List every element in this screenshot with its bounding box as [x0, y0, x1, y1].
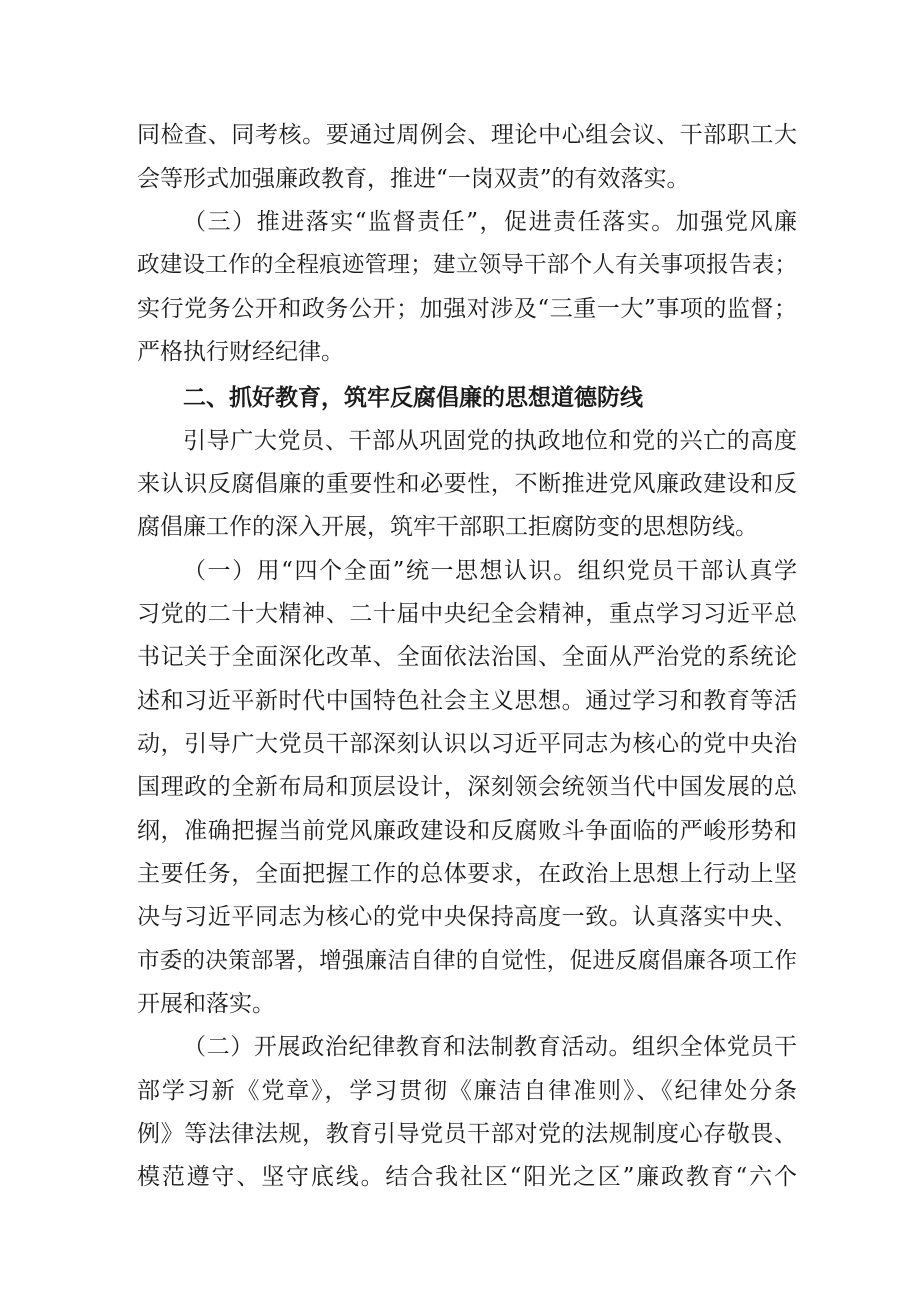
body-line: （二）开展政治纪律教育和法制教育活动。组织全体党员干: [183, 1034, 797, 1060]
body-line: 纲，准确把握当前党风廉政建设和反腐败斗争面临的严峻形势和: [137, 818, 797, 844]
body-line: 引导广大党员、干部从巩固党的执政地位和党的兴亡的高度: [183, 428, 797, 454]
body-line: 来认识反腐倡廉的重要性和必要性，不断推进党风廉政建设和反: [137, 471, 797, 497]
body-line: 主要任务，全面把握工作的总体要求，在政治上思想上行动上坚: [137, 861, 797, 887]
body-line: 国理政的全新布局和顶层设计，深刻领会统领当代中国发展的总: [137, 774, 797, 800]
body-line: （三）推进落实“监督责任”，促进责任落实。加强党风廉: [183, 209, 797, 235]
body-line: 市委的决策部署，增强廉洁自律的自觉性，促进反腐倡廉各项工作: [137, 948, 797, 974]
body-line: 腐倡廉工作的深入开展，筑牢干部职工拒腐防变的思想防线。: [137, 514, 758, 540]
body-line: 部学习新《党章》，学习贯彻《廉洁自律准则》、《纪律处分条: [137, 1078, 797, 1104]
body-line: 政建设工作的全程痕迹管理；建立领导干部个人有关事项报告表；: [137, 252, 797, 278]
body-line: 决与习近平同志为核心的党中央保持高度一致。认真落实中央、: [137, 904, 797, 930]
body-line: 会等形式加强廉政教育，推进“一岗双责”的有效落实。: [137, 166, 690, 192]
body-line: （一）用“四个全面”统一思想认识。组织党员干部认真学: [183, 558, 797, 584]
body-line: 开展和落实。: [137, 991, 275, 1017]
body-line: 同检查、同考核。要通过周例会、理论中心组会议、干部职工大: [137, 122, 797, 148]
body-line: 例》等法律法规，教育引导党员干部对党的法规制度心存敬畏、: [137, 1121, 797, 1147]
section-heading: 二、抓好教育，筑牢反腐倡廉的思想道德防线: [183, 385, 643, 411]
body-line: 习党的二十大精神、二十届中央纪全会精神，重点学习习近平总: [137, 601, 797, 627]
body-line: 述和习近平新时代中国特色社会主义思想。通过学习和教育等活: [137, 688, 797, 714]
body-line: 实行党务公开和政务公开；加强对涉及“三重一大”事项的监督；: [137, 296, 797, 322]
body-line: 书记关于全面深化改革、全面依法治国、全面从严治党的系统论: [137, 644, 797, 670]
body-line: 模范遵守、坚守底线。结合我社区“阳光之区”廉政教育“六个: [137, 1164, 797, 1190]
body-line: 严格执行财经纪律。: [137, 339, 344, 365]
body-line: 动，引导广大党员干部深刻认识以习近平同志为核心的党中央治: [137, 731, 797, 757]
